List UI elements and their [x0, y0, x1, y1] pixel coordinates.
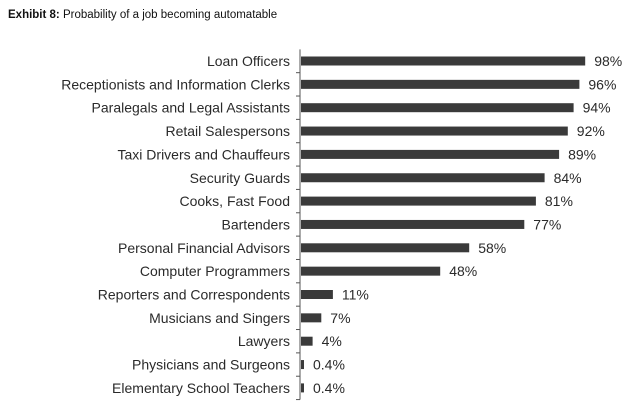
category-label: Loan Officers [206, 53, 290, 69]
value-label: 11% [341, 286, 369, 303]
category-label: Retail Salespersons [165, 123, 290, 140]
value-label: 89% [568, 146, 597, 163]
value-label: 96% [588, 76, 617, 93]
category-label: Lawyers [237, 333, 290, 350]
category-label: Physicians and Surgeons [132, 356, 290, 373]
bar [301, 313, 321, 322]
bar [301, 173, 545, 182]
category-label: Personal Financial Advisors [118, 239, 290, 256]
bar [301, 267, 440, 276]
bar [301, 383, 304, 392]
bar [301, 150, 559, 159]
value-label: 81% [544, 193, 573, 210]
category-label: Receptionists and Information Clerks [61, 76, 290, 93]
category-label: Cooks, Fast Food [179, 193, 290, 210]
exhibit-label: Exhibit 8: [8, 9, 60, 21]
bar [301, 57, 585, 66]
category-label: Taxi Drivers and Chauffeurs [117, 146, 290, 163]
value-label: 92% [576, 123, 605, 140]
bar [301, 290, 333, 299]
chart-title: Probability of a job becoming automatable [62, 9, 278, 21]
value-label: 0.4% [313, 379, 345, 396]
bar [301, 127, 568, 136]
value-label: 77% [533, 216, 562, 233]
value-label: 98% [594, 53, 623, 69]
category-label: Paralegals and Legal Assistants [91, 99, 290, 116]
bar [301, 103, 574, 112]
category-label: Elementary School Teachers [112, 379, 290, 396]
bar [301, 243, 469, 252]
value-label: 48% [449, 263, 478, 280]
category-label: Reporters and Correspondents [97, 286, 290, 303]
value-label: 4% [321, 333, 342, 350]
category-label: Security Guards [189, 169, 290, 186]
value-label: 0.4% [313, 356, 345, 373]
bar [301, 360, 304, 369]
bar [301, 220, 524, 229]
bar [301, 197, 536, 206]
category-label: Bartenders [221, 216, 290, 233]
bar [301, 337, 313, 346]
value-label: 84% [553, 169, 582, 186]
category-label: Computer Programmers [139, 263, 290, 280]
value-label: 7% [330, 309, 351, 326]
bar [301, 80, 579, 89]
value-label: 58% [478, 239, 507, 256]
category-label: Musicians and Singers [149, 309, 290, 326]
value-label: 94% [582, 99, 611, 116]
